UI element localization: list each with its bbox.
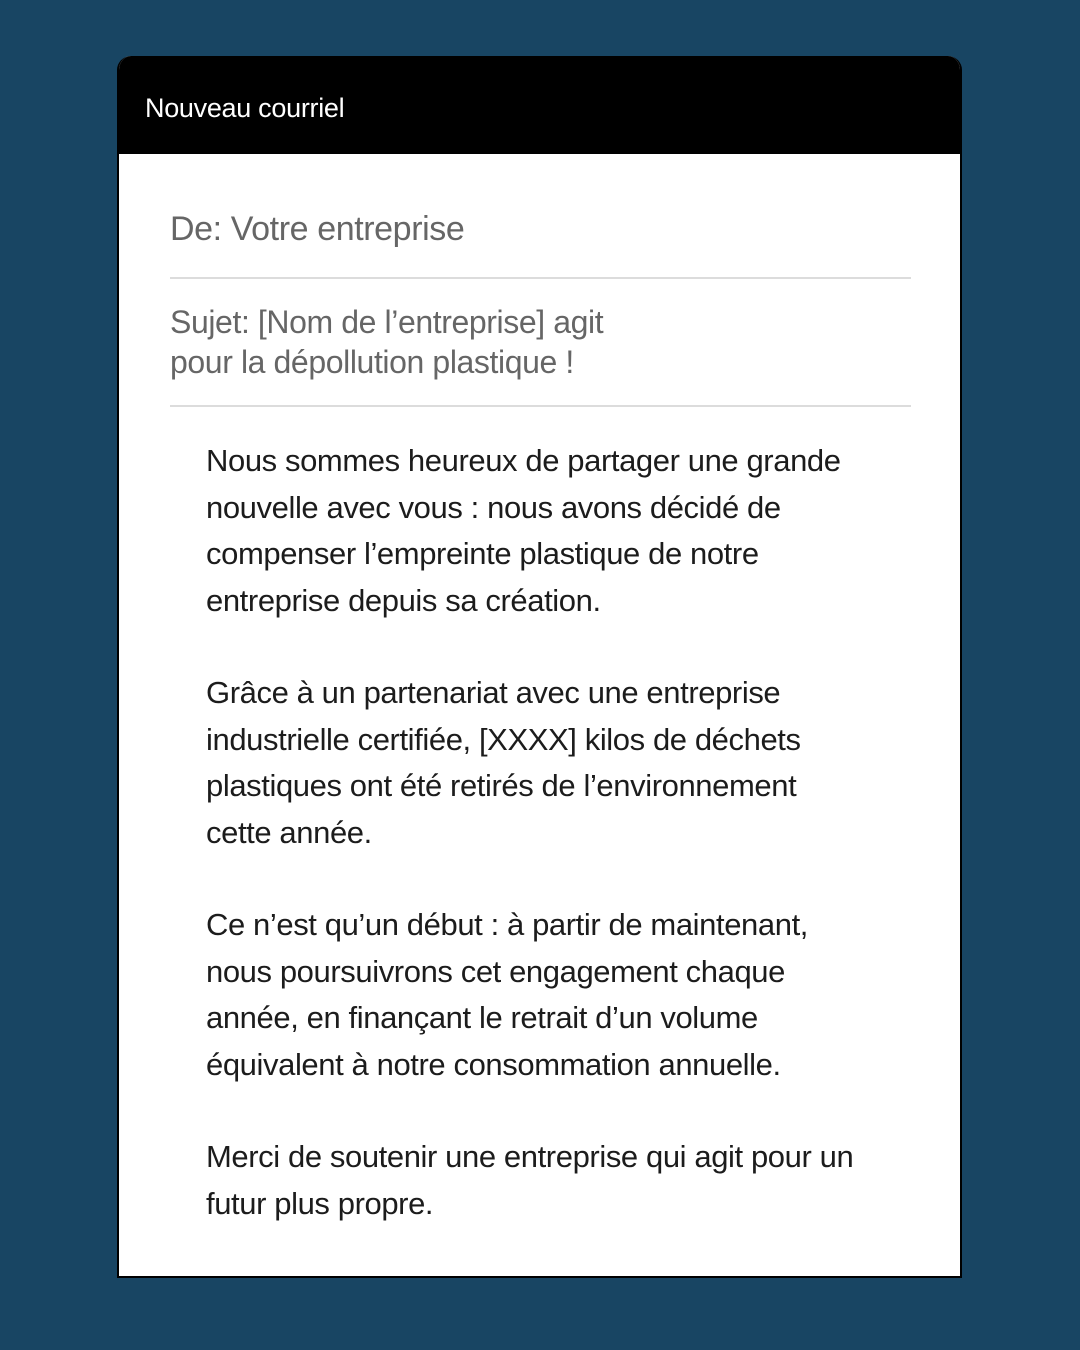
subject-line: Sujet: [Nom de l’entreprise] agit xyxy=(170,304,604,340)
subject-line: pour la dépollution plastique ! xyxy=(170,344,574,380)
from-divider xyxy=(170,277,911,279)
body-line: futur plus propre. xyxy=(206,1185,434,1221)
compose-titlebar xyxy=(119,56,960,154)
body-line: Nous sommes heureux de partager une grande xyxy=(206,443,841,478)
body-line: cette année. xyxy=(206,814,372,850)
body-line: nous poursuivrons cet engagement chaque xyxy=(206,953,785,989)
body-line: entreprise depuis sa création. xyxy=(206,582,601,618)
compose-window xyxy=(117,56,962,1278)
body-paragraph xyxy=(206,902,906,1088)
subject-field[interactable] xyxy=(170,302,911,382)
body-line: Merci de soutenir une entreprise qui agit pour un xyxy=(206,1139,854,1174)
from-field[interactable]: De: Votre entreprise xyxy=(170,210,465,248)
body-line: compenser l’empreinte plastique de notre xyxy=(206,536,759,571)
body-line: plastiques ont été retirés de l’environnement xyxy=(206,768,797,803)
body-line: Ce n’est qu’un début : à partir de maintenant, xyxy=(206,907,808,942)
body-line: industrielle certifiée, [XXXX] kilos de déchets xyxy=(206,721,801,757)
body-paragraph xyxy=(206,670,906,856)
message-body[interactable] xyxy=(206,438,906,1273)
body-line: année, en finançant le retrait d’un volume xyxy=(206,1000,758,1035)
body-line: nouvelle avec vous : nous avons décidé de xyxy=(206,489,781,525)
body-paragraph xyxy=(206,438,906,624)
subject-divider xyxy=(170,405,911,407)
body-line: Grâce à un partenariat avec une entreprise xyxy=(206,675,781,710)
window-title: Nouveau courriel xyxy=(145,93,345,123)
body-paragraph xyxy=(206,1134,906,1227)
body-line: équivalent à notre consommation annuelle. xyxy=(206,1046,781,1082)
